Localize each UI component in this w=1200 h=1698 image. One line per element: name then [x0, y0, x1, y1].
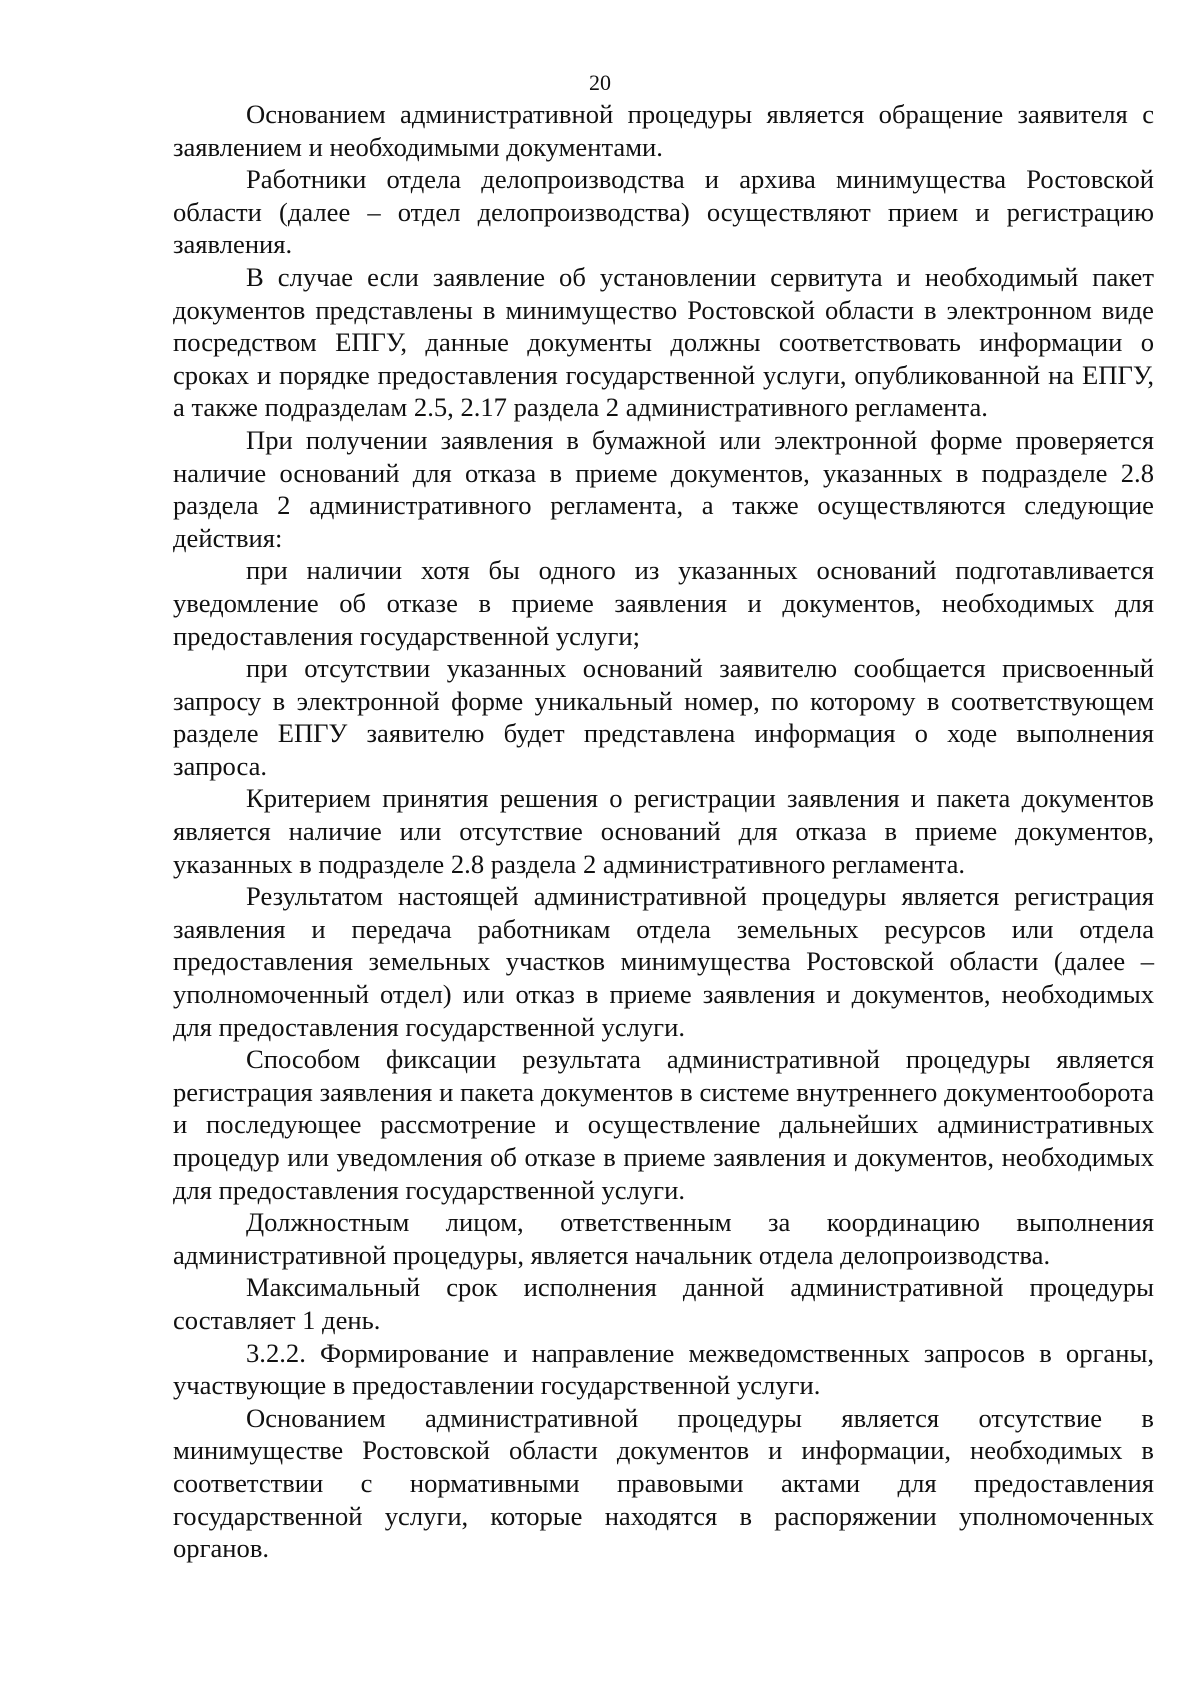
section-heading-3-2-2: 3.2.2. Формирование и направление межведомственных запросов в органы, участвующие в предоставлении государственной услуги. — [173, 1337, 1154, 1401]
paragraph-refusal-notice: при наличии хотя бы одного из указанных оснований подготавливается уведомление об отказе в приеме заявления и документов, необходимых для предоставления государственной услуги; — [173, 555, 1154, 651]
paragraph-unique-number: при отсутствии указанных оснований заявителю сообщается присвоенный запросу в электронной форме уникальный номер, по которому в соответствующем разделе ЕПГУ заявителю будет представлена информация о ходе выполнения запроса. — [173, 653, 1154, 781]
paragraph-records-department: Работники отдела делопроизводства и архива минимущества Ростовской области (далее – отдел делопроизводства) осуществляют прием и регистрацию заявления. — [173, 164, 1154, 260]
page-number: 20 — [589, 70, 611, 95]
paragraph-interagency-basis: Основанием административной процедуры является отсутствие в минимуществе Ростовской области документов и информации, необходимых в соответствии с нормативными правовыми актами для предоставления государственной услуги, которые находятся в распоряжении уполномоченных органов. — [173, 1402, 1154, 1564]
paragraph-responsible-official: Должностным лицом, ответственным за координацию выполнения административной процедуры, является начальник отдела делопроизводства. — [173, 1207, 1154, 1270]
paragraph-electronic-submission: В случае если заявление об установлении сервитута и необходимый пакет документов представлены в минимущество Ростовской области в электронном виде посредством ЕПГУ, данные документы должны соответствовать информации о сроках и порядке предоставления государственной услуги, опубликованной на ЕПГУ, а также подразделам 2.5, 2.17 раздела 2 административного регламента. — [173, 261, 1154, 423]
document-body — [173, 98, 1154, 1565]
paragraph-verification: При получении заявления в бумажной или электронной форме проверяется наличие оснований для отказа в приеме документов, указанных в подразделе 2.8 раздела 2 административного регламента, а также осуществляются следующие действия: — [173, 424, 1154, 553]
paragraph-result-recording: Способом фиксации результата административной процедуры является регистрация заявления и пакета документов в системе внутреннего документооборота и последующее рассмотрение и осуществление дальнейших административных процедур или уведомления об отказе в приеме заявления и документов, необходимых для предоставления государственной услуги. — [173, 1044, 1154, 1205]
paragraph-decision-criterion: Критерием принятия решения о регистрации заявления и пакета документов является наличие или отсутствие оснований для отказа в приеме документов, указанных в подразделе 2.8 раздела 2 административного регламента. — [173, 783, 1154, 879]
paragraph-procedure-result: Результатом настоящей административной процедуры является регистрация заявления и передача работникам отдела земельных ресурсов или отдела предоставления земельных участков минимущества Ростовской области (далее – уполномоченный отдел) или отказ в приеме заявления и документов, необходимых для предоставления государственной услуги. — [173, 881, 1154, 1042]
paragraph-basis-procedure: Основанием административной процедуры является обращение заявителя с заявлением и необходимыми документами. — [173, 99, 1154, 162]
paragraph-maximum-term: Максимальный срок исполнения данной административной процедуры составляет 1 день. — [173, 1272, 1154, 1335]
